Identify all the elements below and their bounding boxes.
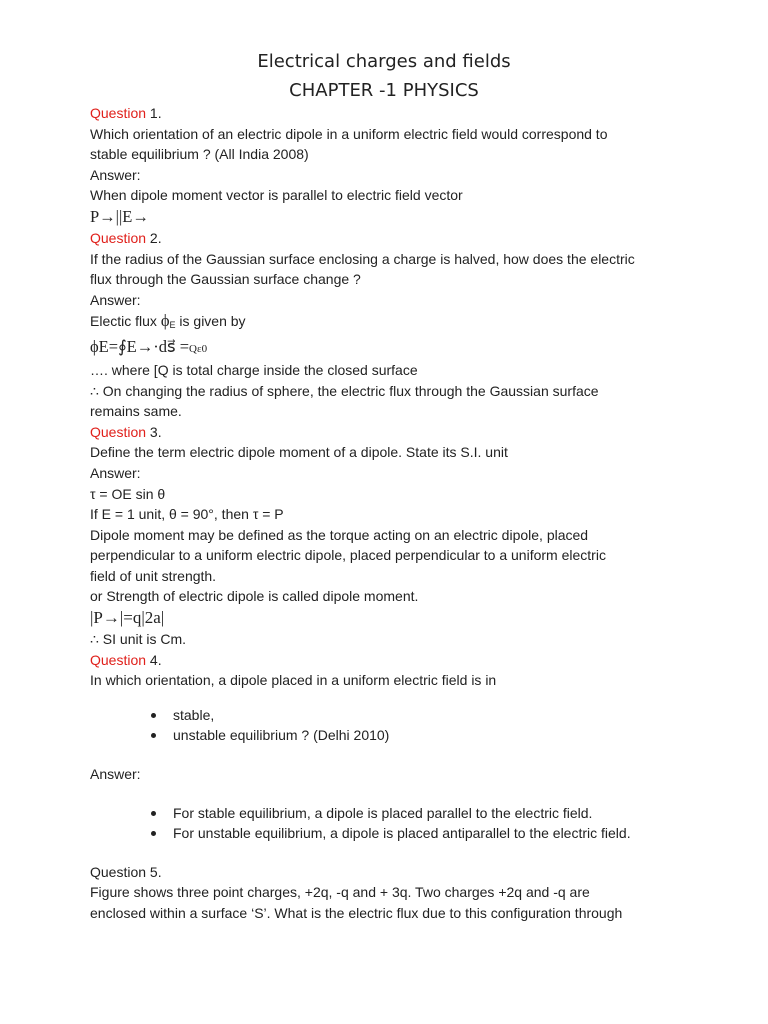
question-3-line-3: Dipole moment may be defined as the torque acting on an electric dipole, placed bbox=[90, 526, 589, 543]
question-2-conclusion-line-1: ∴ On changing the radius of sphere, the electric flux through the Gaussian surface bbox=[90, 382, 599, 399]
list-item: For unstable equilibrium, a dipole is placed antiparallel to the electric field. bbox=[90, 823, 690, 844]
question-2-formula bbox=[90, 336, 690, 360]
question-3-unit: ∴ SI unit is Cm. bbox=[90, 631, 187, 648]
question-2-conclusion-line-2: remains same. bbox=[90, 403, 182, 420]
question-number: 4. bbox=[146, 651, 162, 668]
question-2-where: …. where [Q is total charge inside the closed surface bbox=[90, 361, 418, 378]
question-number: 1. bbox=[146, 105, 162, 121]
question-1-text-line-1: Which orientation of an electric dipole in a uniform electric field would correspond to bbox=[90, 125, 608, 142]
question-label: Question bbox=[90, 105, 147, 121]
question-4-heading bbox=[90, 650, 690, 671]
question-1-answer: When dipole moment vector is parallel to electric field vector bbox=[90, 187, 463, 204]
flux-text-start: Electic flux bbox=[90, 313, 161, 330]
question-4-options bbox=[90, 705, 690, 746]
document-title: Electrical charges and fields bbox=[257, 51, 511, 72]
question-1-answer-label: Answer: bbox=[90, 166, 141, 183]
question-number: 2. bbox=[146, 229, 162, 246]
list-item: unstable equilibrium ? (Delhi 2010) bbox=[90, 725, 690, 746]
question-5-heading: Question 5. bbox=[90, 863, 162, 880]
question-3-text: Define the term electric dipole moment of a dipole. State its S.I. unit bbox=[90, 444, 508, 461]
question-label: Question bbox=[90, 651, 147, 668]
question-5-text-line-2: enclosed within a surface ‘S’. What is the electric flux due to this configuration through bbox=[90, 905, 623, 921]
question-3-line-6: or Strength of electric dipole is called dipole moment. bbox=[90, 588, 419, 605]
question-4-answer-label: Answer: bbox=[90, 766, 141, 783]
list-item: For stable equilibrium, a dipole is placed parallel to the electric field. bbox=[90, 803, 690, 824]
phi-subscript: E bbox=[169, 320, 176, 331]
question-3-formula: |P→|=q|2a| bbox=[90, 608, 165, 628]
phi-symbol: ϕ bbox=[160, 311, 170, 331]
question-label: Question bbox=[90, 423, 147, 440]
question-2-text-line-2: flux through the Gaussian surface change ? bbox=[90, 271, 361, 288]
question-3-heading bbox=[90, 422, 690, 443]
question-2-text-line-1: If the radius of the Gaussian surface enclosing a charge is halved, how does the electric bbox=[90, 250, 635, 267]
question-label: Question bbox=[90, 229, 147, 246]
question-4-answers bbox=[90, 803, 690, 844]
question-2-answer-label: Answer: bbox=[90, 291, 141, 308]
question-4-text: In which orientation, a dipole placed in a uniform electric field is in bbox=[90, 672, 497, 689]
gauss-law-formula: ϕE=∮E→·ds⃗ = bbox=[90, 336, 190, 356]
document-body bbox=[90, 103, 690, 924]
question-3-line-1: τ = OE sin θ bbox=[90, 485, 166, 502]
question-3-line-5: field of unit strength. bbox=[90, 567, 217, 584]
question-3-answer-label: Answer: bbox=[90, 464, 141, 481]
question-number: 3. bbox=[146, 423, 162, 440]
question-1-formula: P→||E→ bbox=[90, 206, 149, 226]
chapter-heading: CHAPTER -1 PHYSICS bbox=[289, 80, 479, 101]
question-5-text-line-1: Figure shows three point charges, +2q, -q and + 3q. Two charges +2q and -q are bbox=[90, 884, 590, 901]
question-2-flux-statement bbox=[90, 310, 690, 336]
flux-text-end: is given by bbox=[175, 313, 246, 330]
question-2-heading bbox=[90, 228, 690, 249]
question-1-text-line-2: stable equilibrium ? (All India 2008) bbox=[90, 146, 309, 163]
gauss-law-fraction: Qε0 bbox=[189, 342, 208, 355]
question-3-line-4: perpendicular to a uniform electric dipole, placed perpendicular to a uniform electric bbox=[90, 547, 606, 564]
list-item: stable, bbox=[90, 705, 690, 726]
question-3-line-2: If E = 1 unit, θ = 90°, then τ = P bbox=[90, 506, 284, 523]
question-1-heading bbox=[90, 103, 690, 124]
